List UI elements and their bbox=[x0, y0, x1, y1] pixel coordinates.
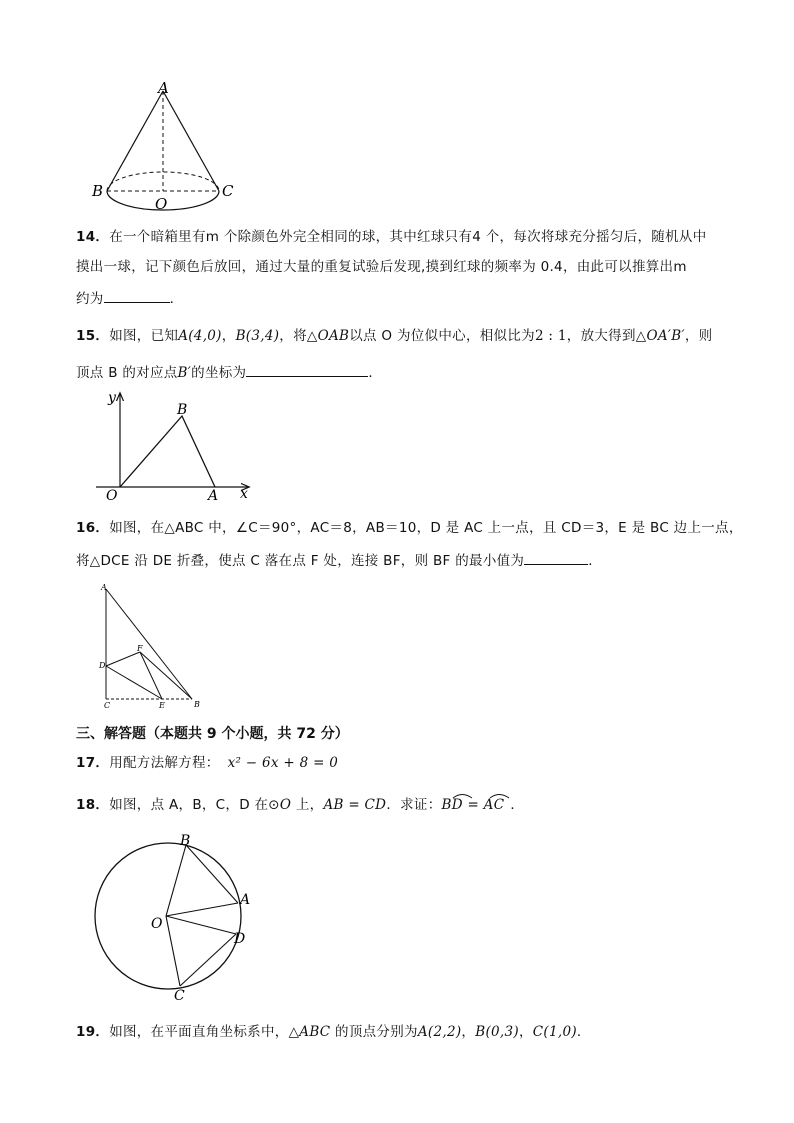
period: ． bbox=[368, 365, 383, 381]
question-text: ，放大得到 bbox=[566, 328, 636, 344]
label-c: C bbox=[222, 182, 234, 200]
triangle-abc: △ABC bbox=[288, 1024, 331, 1040]
condition: AB = CD bbox=[323, 797, 387, 813]
label-a: A bbox=[208, 488, 219, 504]
cone-edge-ab bbox=[107, 91, 163, 191]
label-a: A bbox=[240, 892, 251, 908]
equation: x² − 6x + 8 = 0 bbox=[227, 755, 339, 771]
label-b: B bbox=[177, 402, 188, 418]
ratio: 2 : 1 bbox=[534, 328, 567, 344]
question-number: 19． bbox=[76, 1024, 110, 1040]
separator: ， bbox=[461, 1024, 476, 1040]
question-number: 14． bbox=[76, 229, 110, 245]
fold-figure bbox=[96, 580, 216, 710]
label-b: B bbox=[92, 182, 104, 200]
question-number: 16． bbox=[76, 520, 110, 536]
question-14-line3 bbox=[76, 288, 183, 309]
label-c: C bbox=[104, 701, 111, 710]
axes-figure bbox=[90, 390, 260, 505]
cone-base-back bbox=[107, 172, 219, 191]
label-b: B bbox=[180, 833, 191, 849]
label-d: D bbox=[99, 661, 106, 670]
question-16-line2 bbox=[76, 550, 602, 571]
question-text: 如图，已知 bbox=[109, 328, 179, 344]
question-text: 上， bbox=[291, 797, 324, 813]
chord-ba bbox=[186, 845, 238, 903]
point-a: A(2,2) bbox=[417, 1024, 462, 1040]
question-text: ，将 bbox=[279, 328, 307, 344]
label-a: A bbox=[101, 583, 107, 592]
label-x: x bbox=[240, 486, 248, 502]
edge-de bbox=[106, 666, 162, 699]
separator: ， bbox=[221, 328, 236, 344]
label-c: C bbox=[174, 988, 185, 1004]
question-text: 用配方法解方程： bbox=[109, 755, 220, 771]
point-b-prime: B′ bbox=[177, 365, 192, 381]
question-text: 约为 bbox=[76, 291, 104, 307]
chord-dc bbox=[180, 934, 236, 986]
section-heading: 三、解答题（本题共 9 个小题，共 72 分） bbox=[76, 726, 349, 742]
arc-mark-bd bbox=[453, 795, 472, 799]
label-e: E bbox=[159, 701, 165, 710]
radius-oc bbox=[166, 916, 180, 986]
question-text: 顶点 B 的对应点 bbox=[76, 365, 178, 381]
arc-ac: AC bbox=[483, 797, 505, 813]
circle-center: O bbox=[279, 797, 292, 813]
radius-od bbox=[166, 916, 236, 934]
question-17 bbox=[76, 753, 338, 773]
question-text: ，则 bbox=[684, 328, 713, 344]
question-text: 如图，在△ABC 中，∠C＝90°，AC＝8，AB＝10，D 是 AC 上一点，且 CD＝3，E 是 BC 边上一点， bbox=[109, 520, 743, 536]
answer-blank[interactable] bbox=[246, 362, 368, 377]
arc-marks bbox=[450, 790, 520, 800]
question-text: 的顶点分别为 bbox=[330, 1024, 418, 1040]
radius-ob bbox=[166, 845, 186, 916]
question-text: ．求证： bbox=[386, 797, 442, 813]
circle-figure bbox=[88, 828, 263, 1008]
equals-sign: = bbox=[462, 797, 484, 813]
question-19 bbox=[76, 1022, 591, 1042]
question-text: 如图，点 A，B，C，D 在⊙ bbox=[109, 797, 280, 813]
label-y: y bbox=[108, 390, 116, 406]
question-text: 在一个暗箱里有m 个除颜色外完全相同的球，其中红球只有4 个，每次将球充分摇匀后，随机从中 bbox=[109, 229, 707, 245]
question-15-line1 bbox=[76, 326, 712, 346]
triangle-oab-shape bbox=[120, 416, 215, 487]
arc-mark-ac bbox=[490, 795, 509, 799]
point-b: B(0,3) bbox=[475, 1024, 519, 1040]
question-number: 17． bbox=[76, 755, 110, 771]
period: ． bbox=[588, 553, 603, 569]
edge-ab bbox=[106, 589, 192, 699]
question-14-line1 bbox=[76, 227, 707, 247]
label-d: D bbox=[234, 931, 246, 947]
label-a: A bbox=[158, 79, 169, 97]
question-text: 的坐标为 bbox=[191, 365, 247, 381]
question-text: 如图，在平面直角坐标系中， bbox=[109, 1024, 289, 1040]
triangle-oapbp: △OA′B′ bbox=[635, 328, 685, 344]
question-text: 以点 O 为位似中心，相似比为 bbox=[349, 328, 535, 344]
question-14-line2 bbox=[76, 257, 687, 277]
period: ． bbox=[169, 291, 184, 307]
arc-bd: BD bbox=[441, 797, 463, 813]
point-b-coord: B(3,4) bbox=[235, 328, 280, 344]
cone-figure bbox=[88, 78, 248, 214]
cone-edge-ac bbox=[163, 91, 219, 191]
radius-oa bbox=[166, 903, 238, 916]
label-o: O bbox=[155, 195, 168, 213]
label-f: F bbox=[137, 644, 143, 653]
point-a-coord: A(4,0) bbox=[178, 328, 222, 344]
question-text: 摸出一球，记下颜色后放回，通过大量的重复试验后发现,摸到红球的频率为 0.4，由此可以推算出m bbox=[76, 259, 687, 275]
question-number: 15． bbox=[76, 328, 110, 344]
edge-fb bbox=[140, 652, 192, 699]
period: ． bbox=[510, 797, 525, 813]
separator: ， bbox=[518, 1024, 533, 1040]
period: ． bbox=[576, 1024, 591, 1040]
question-number: 18． bbox=[76, 797, 110, 813]
point-c: C(1,0) bbox=[532, 1024, 577, 1040]
question-15-line2 bbox=[76, 362, 382, 383]
label-o: O bbox=[106, 488, 118, 504]
question-text: 将△DCE 沿 DE 折叠，使点 C 落在点 F 处，连接 BF，则 BF 的最小值为 bbox=[76, 553, 525, 569]
label-o: O bbox=[151, 916, 163, 932]
answer-blank[interactable] bbox=[524, 550, 588, 565]
question-16-line1 bbox=[76, 518, 743, 538]
triangle-oab: △OAB bbox=[306, 328, 350, 344]
answer-blank[interactable] bbox=[104, 288, 170, 303]
edge-df bbox=[106, 652, 140, 666]
label-b: B bbox=[194, 700, 200, 709]
